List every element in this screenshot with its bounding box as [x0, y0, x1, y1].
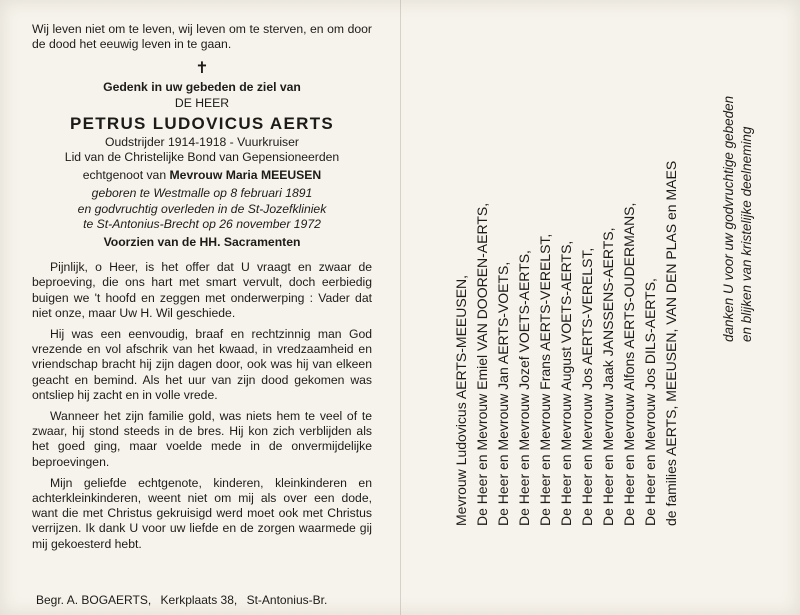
family-line-10: De Heer en Mevrouw Jos DILS-AERTS,: [642, 278, 658, 526]
thanks-line-2: en blijken van kristelijke deelneming: [739, 126, 754, 342]
spouse-prefix: echtgenoot van: [82, 168, 170, 183]
member-line: Lid van de Christelijke Bond van Gepensioneerden: [64, 150, 340, 165]
paragraph-2: Hij was een eenvoudig, braaf en rechtzinnig man God vrezende en vol afschrik van het kwaad, in vredzaamheid en vriendschap bracht hij zijn dagen door, ook was hij van elkeen geacht en bemind. Als het uur van zijn dood gekomen was ontsliep hij zacht en in volle vrede.: [32, 327, 372, 402]
printer-town: St-Antonius-Br.: [246, 593, 328, 607]
printer-address: Kerkplaats 38,: [160, 593, 238, 607]
paragraph-4: Mijn geliefde echtgenote, kinderen, kleinkinderen en achterkleinkinderen, weent niet om mij als over een dode, want die met Christus gekruisigd werd moet ook met Christus verrijzen. Ik dank U voor uw liefde en de zorgen waarmede gij mij gekoesterd hebt.: [32, 475, 372, 551]
death-place-line: te St-Antonius-Brecht op 26 november 1972: [83, 216, 321, 231]
family-line-7: De Heer en Mevrouw Jos AERTS-VERELST,: [579, 247, 595, 526]
death-line: en godvruchtig overleden in de St-Jozefkliniek: [77, 201, 327, 216]
birth-line: geboren te Westmalle op 8 februari 1891: [91, 186, 313, 201]
opening-verse: Wij leven niet om te leven, wij leven om te sterven, en om door de dood het eeuwig leven in te gaan.: [32, 22, 372, 52]
family-line-8: De Heer en Mevrouw Jaak JANSSENS-AERTS,: [600, 227, 616, 526]
cross-icon: ✝: [195, 60, 209, 78]
printer-name: Begr. A. BOGAERTS,: [36, 593, 152, 607]
family-line-4: De Heer en Mevrouw Jozef VOETS-AERTS,: [516, 250, 532, 526]
sacraments-line: Voorzien van de HH. Sacramenten: [103, 235, 301, 250]
veteran-line: Oudstrijder 1914-1918 - Vuurkruiser: [105, 134, 299, 149]
paragraph-1: Pijnlijk, o Heer, is het offer dat U vraagt en zwaar de beproeving, die ons hart met smart vervult, doch eerbiedig buigen we 't hoofd en zeggen met onderwerping : Vader dat niet onze, maar Uw H. Wil geschiede.: [32, 260, 372, 320]
family-line-6: De Heer en Mevrouw August VOETS-AERTS,: [558, 240, 574, 526]
remember-line: Gedenk in uw gebeden de ziel van: [103, 80, 301, 95]
spouse-name: Mevrouw Maria MEEUSEN: [169, 168, 322, 183]
family-line-3: De Heer en Mevrouw Jan AERTS-VOETS,: [495, 261, 511, 526]
deceased-name: PETRUS LUDOVICUS AERTS: [69, 113, 335, 133]
paragraph-3: Wanneer het zijn familie gold, was niets hem te veel of te zwaar, hij stond steeds in de bres. Hij kon zich verblijden als het goed ging, maar voelde mede in de onvermijdelijke beproevingen.: [32, 409, 372, 469]
family-line-2: De Heer en Mevrouw Emiel VAN DOOREN-AERTS,: [474, 202, 490, 526]
family-line-9: De Heer en Mevrouw Alfons AERTS-OUDERMANS,: [621, 202, 637, 526]
thanks-line-1: danken U voor uw godvruchtige gebeden: [721, 95, 736, 342]
family-line-11: de families AERTS, MEEUSEN, VAN DEN PLAS en MAES: [663, 160, 679, 526]
family-line-5: De Heer en Mevrouw Frans AERTS-VERELST,: [537, 233, 553, 526]
title-line: DE HEER: [174, 95, 230, 110]
family-line-1: Mevrouw Ludovicus AERTS-MEEUSEN,: [453, 274, 469, 526]
